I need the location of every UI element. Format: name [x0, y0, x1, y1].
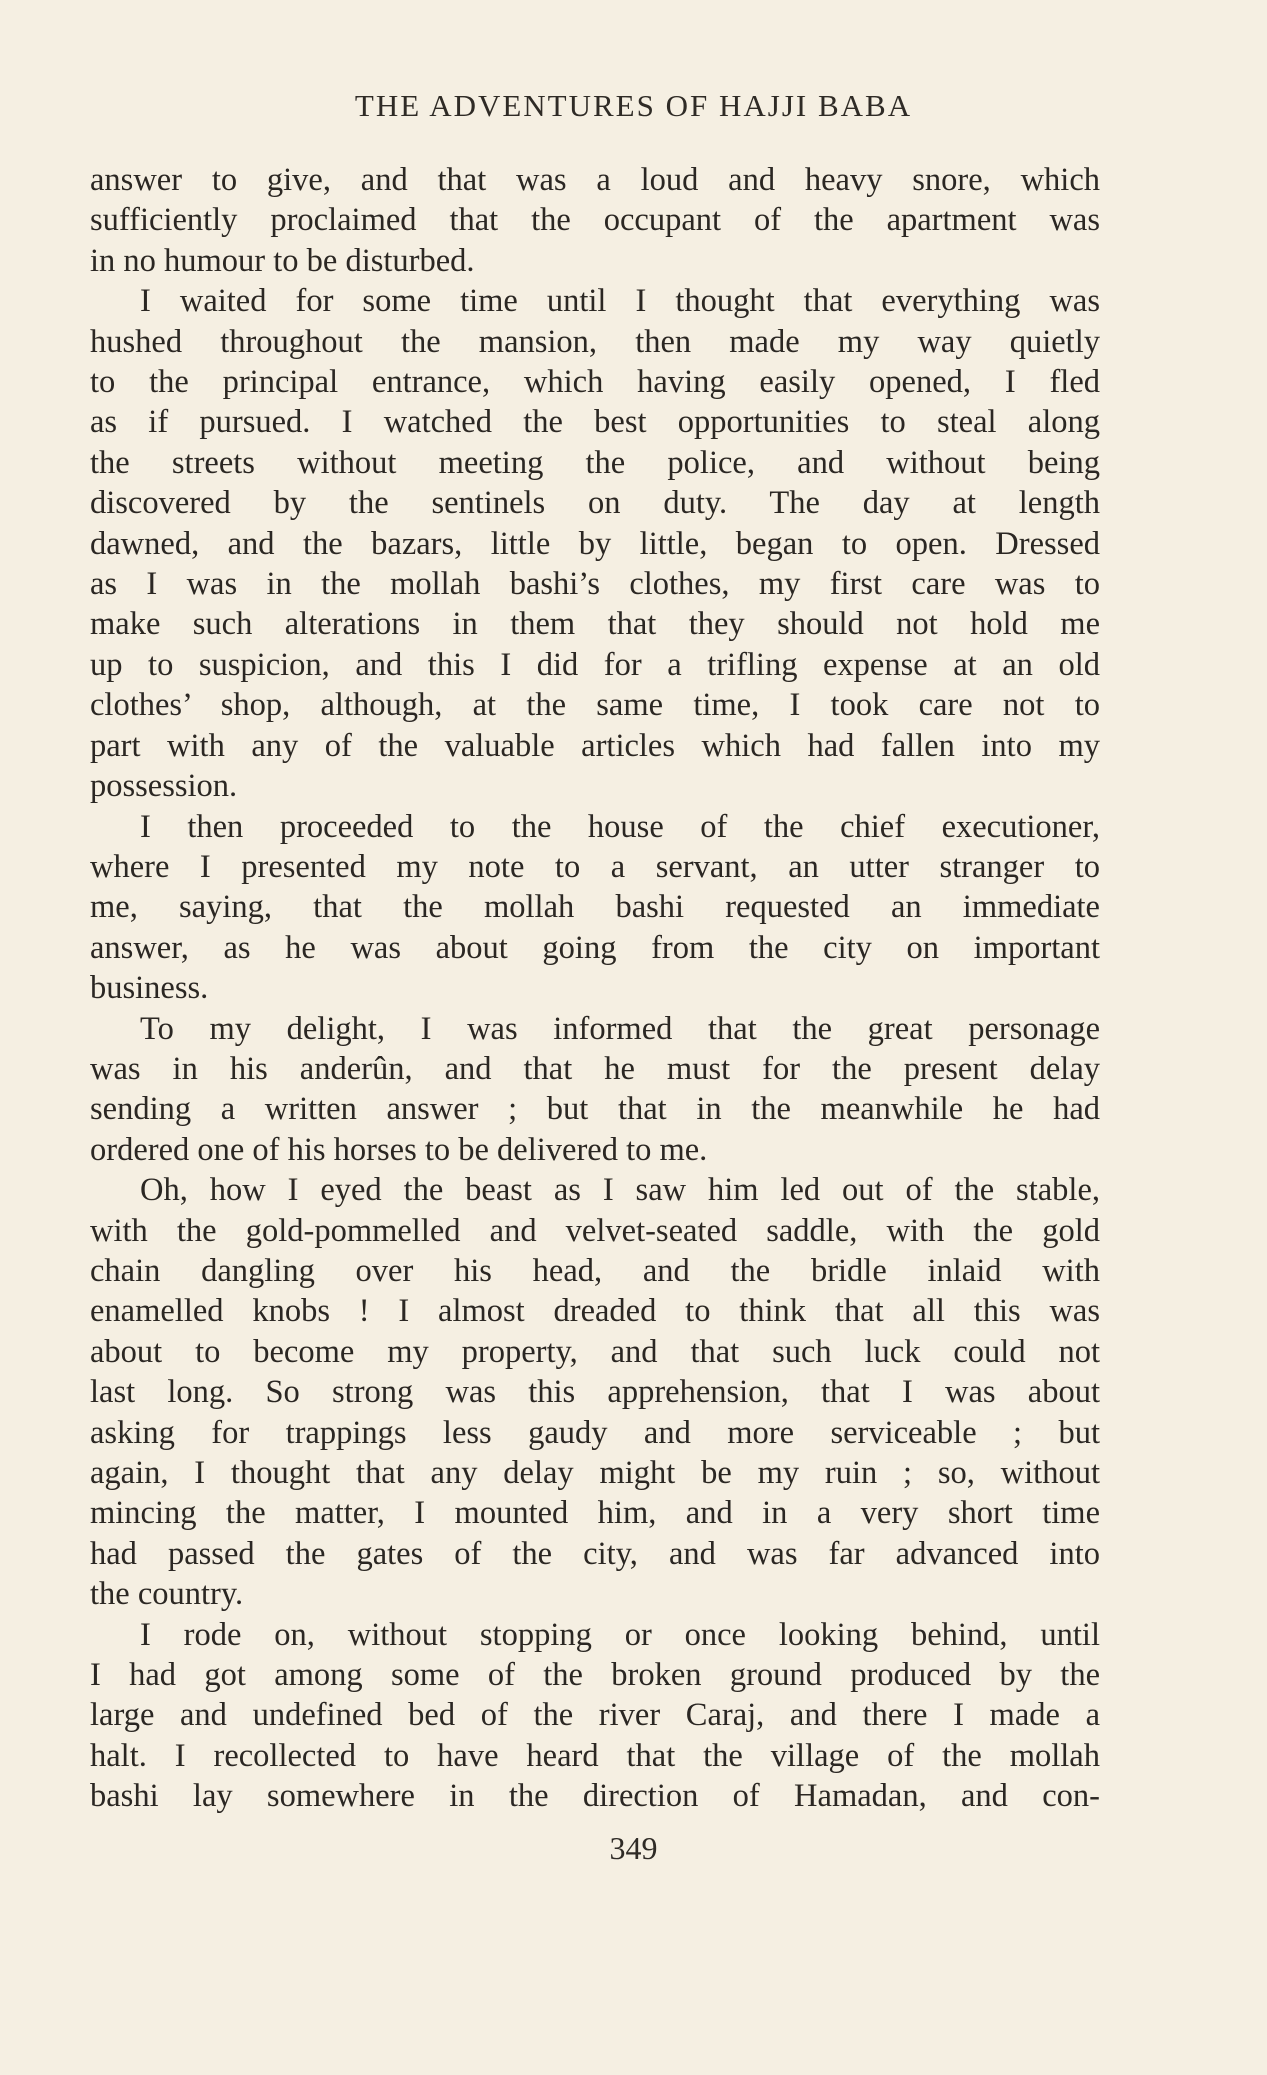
- text-line: dawned, and the bazars, little by little, began to open. Dressed: [90, 525, 1100, 562]
- text-line: had passed the gates of the city, and was far advanced into: [90, 1535, 1100, 1572]
- text-line: where I presented my note to a servant, an utter stranger to: [90, 848, 1100, 885]
- text-line: the country.: [90, 1576, 244, 1613]
- paragraph-6: [90, 1615, 1100, 1817]
- text-line: make such alterations in them that they should not hold me: [90, 606, 1100, 643]
- text-line: again, I thought that any delay might be my ruin ; so, without: [90, 1455, 1100, 1491]
- text-line: chain dangling over his head, and the bridle inlaid with: [90, 1252, 1100, 1289]
- text-line: possession.: [90, 768, 238, 805]
- text-line: with the gold-pommelled and velvet-seated saddle, with the gold: [90, 1212, 1100, 1249]
- text-line: halt. I recollected to have heard that the village of the mollah: [90, 1737, 1100, 1774]
- text-line: mincing the matter, I mounted him, and in a very short time: [90, 1495, 1100, 1532]
- text-line: business.: [90, 970, 209, 1007]
- text-line: as if pursued. I watched the best opportunities to steal along: [90, 404, 1100, 441]
- text-line: sending a written answer ; but that in the meanwhile he had: [90, 1091, 1100, 1128]
- text-line: part with any of the valuable articles which had fallen into my: [90, 727, 1100, 764]
- text-line: up to suspicion, and this I did for a trifling expense at an old: [90, 646, 1100, 683]
- text-line: as I was in the mollah bashi’s clothes, my first care was to: [90, 566, 1100, 603]
- text-line: discovered by the sentinels on duty. The day at length: [90, 485, 1100, 522]
- text-line: I then proceeded to the house of the chief executioner,: [140, 808, 1100, 845]
- text-line: large and undefined bed of the river Caraj, and there I made a: [90, 1697, 1100, 1734]
- text-line: the streets without meeting the police, and without being: [90, 444, 1100, 481]
- body-text: [90, 160, 1100, 1817]
- text-line: enamelled knobs ! I almost dreaded to think that all this was: [90, 1293, 1100, 1330]
- text-line: ordered one of his horses to be delivered to me.: [90, 1131, 708, 1168]
- text-line: about to become my property, and that such luck could not: [90, 1333, 1100, 1370]
- text-line: answer to give, and that was a loud and heavy snore, which: [90, 162, 1100, 198]
- paragraph-1: [90, 160, 1100, 281]
- text-line: hushed throughout the mansion, then made my way quietly: [90, 323, 1100, 360]
- text-line: clothes’ shop, although, at the same time, I took care not to: [90, 687, 1100, 724]
- paragraph-2: [90, 281, 1100, 806]
- text-line: I had got among some of the broken ground produced by the: [90, 1657, 1100, 1694]
- paragraph-4: [90, 1009, 1100, 1171]
- text-line: me, saying, that the mollah bashi requested an immediate: [90, 889, 1100, 926]
- text-line: answer, as he was about going from the city on important: [90, 929, 1100, 966]
- text-line: I rode on, without stopping or once looking behind, until: [140, 1616, 1100, 1653]
- page-number: 349: [609, 1830, 658, 1866]
- paragraph-5: [90, 1170, 1100, 1614]
- text-line: Oh, how I eyed the beast as I saw him led out of the stable,: [140, 1172, 1100, 1209]
- text-line: I waited for some time until I thought that everything was: [140, 283, 1100, 320]
- text-line: last long. So strong was this apprehension, that I was about: [90, 1374, 1100, 1411]
- text-line: sufficiently proclaimed that the occupant of the apartment was: [90, 202, 1100, 239]
- text-line: was in his anderûn, and that he must for the present delay: [90, 1050, 1100, 1087]
- paragraph-3: [90, 807, 1100, 1009]
- text-line: asking for trappings less gaudy and more serviceable ; but: [90, 1414, 1100, 1451]
- text-line: bashi lay somewhere in the direction of Hamadan, and con-: [90, 1778, 1100, 1815]
- running-head: THE ADVENTURES OF HAJJI BABA: [354, 88, 913, 123]
- text-line: To my delight, I was informed that the great personage: [140, 1010, 1100, 1047]
- text-line: in no humour to be disturbed.: [90, 242, 475, 279]
- text-line: to the principal entrance, which having easily opened, I fled: [90, 364, 1100, 401]
